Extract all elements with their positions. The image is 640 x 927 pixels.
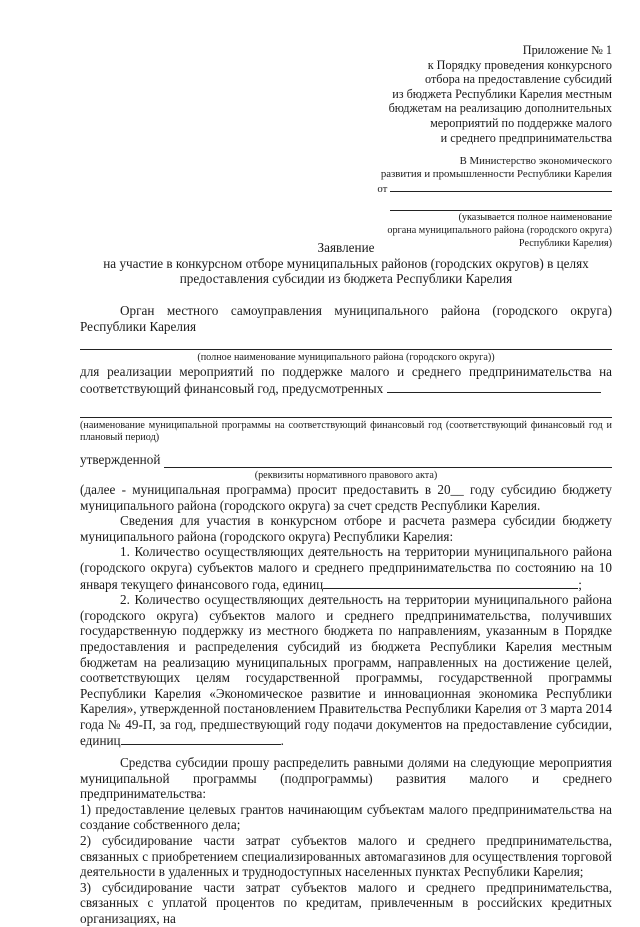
annex-line: Приложение № 1 [522, 43, 612, 57]
from-blank-2 [390, 200, 612, 211]
annex-header [312, 43, 612, 145]
addressee-hint: Республики Карелия) [518, 238, 612, 250]
fill-line [387, 380, 601, 393]
from-blank [390, 181, 612, 192]
addressee-hint: органа муниципального района (городского округа) [387, 224, 612, 236]
title-subtitle: на участие в конкурсном отборе муниципальных районов (городских округов) в целях [103, 255, 589, 271]
approved-line [80, 452, 612, 468]
document-title [80, 240, 612, 287]
paragraph: (далее - муниципальная программа) просит предоставить в 20__ году субсидию бюджету муниципального района (городского округа) за счет средств Республики Карелия. [80, 481, 612, 513]
list-item: 2. Количество осуществляющих деятельность на территории муниципального района (городского округа) субъектов малого и среднего предпринимательства, получивших государственную поддержку из местного бюджета по направлениям, указанным в Порядке предоставления и распределения субсидий из бюджета Республики Карелия местным бюджетам на реализацию муниципальных программ, направленных на достижение целей, соответствующих целям государственной программы, государственной программы Республики Карелия «Экономическое развитие и инновационная экономика Республики Карелия», утвержденной постановлением Правительства Республики Карелия от 3 марта 2014 года № 49-П, за год, предшествующий году подачи документов на предоставление субсидии, единиц . [80, 592, 612, 749]
annex-line: мероприятий по поддержке малого [430, 115, 612, 130]
paragraph: Средства субсидии прошу распределить равными долями на следующие мероприятия муниципальной программы (подпрограммы) развития малого и среднего предпринимательства: [80, 755, 612, 802]
fill-line [80, 334, 612, 350]
annex-line: бюджетам на реализацию дополнительных [388, 101, 612, 116]
annex-line: к Порядку проведения конкурсного [427, 57, 612, 72]
from-line [362, 181, 612, 196]
annex-line: отбора на предоставление субсидий [425, 72, 612, 87]
addressee-line: В Министерство экономического [459, 155, 612, 167]
fill-line [80, 402, 612, 418]
field-caption: (реквизиты нормативного правового акта) [254, 469, 438, 481]
document-body [80, 303, 612, 927]
paragraph [80, 364, 612, 396]
fill-line [164, 455, 612, 468]
title-heading: Заявление [317, 240, 375, 255]
paragraph: Сведения для участия в конкурсном отборе и расчета размера субсидии бюджету муниципального района (городского округа) Республики Карелия: [80, 513, 612, 544]
list-item: 3) субсидирование части затрат субъектов малого и среднего предпринимательства, связанных с уплатой процентов по кредитам, привлеченным в российских кредитных организациях, на [80, 879, 612, 926]
list-item: 2) субсидирование части затрат субъектов малого и среднего предпринимательства, связанных с приобретением специализированных автомагазинов для осуществления торговой деятельности в удаленных и труднодоступных населенных пунктах Республики Карелия; [80, 833, 612, 880]
from-label: от [377, 183, 388, 196]
list-item: 1. Количество осуществляющих деятельность на территории муниципального района (городского округа) субъектов малого и среднего предпринимательства по состоянию на 10 января текущего финансового года, единиц ; [80, 544, 612, 592]
addressee-hint: (указывается полное наименование [458, 211, 612, 223]
addressee-block [362, 155, 612, 250]
title-subtitle: предоставления субсидии из бюджета Республики Карелия [179, 271, 513, 287]
paragraph-text: для реализации мероприятий по поддержке малого и среднего предпринимательства на соответствующий финансовый год, предусмотренных [80, 364, 612, 396]
list-item-text: 1. Количество осуществляющих деятельность на территории муниципального района (городского округа) субъектов малого и среднего предпринимательства по состоянию на 10 января текущего финансового года, единиц [80, 544, 612, 592]
field-caption: (наименование муниципальной программы на соответствующий финансовый год (соответствующий финансовый год и плановый период) [80, 420, 612, 444]
paragraph: Орган местного самоуправления муниципального района (городского округа) Республики Карелия [80, 303, 612, 334]
addressee-line: развития и промышленности Республики Карелия [380, 168, 612, 181]
list-item: 1) предоставление целевых грантов начинающим субъектам малого предпринимательства на создание собственного дела; [80, 801, 612, 833]
approved-label: утвержденной [80, 452, 161, 468]
fill-line [323, 576, 578, 589]
fill-line [121, 732, 281, 745]
annex-line: из бюджета Республики Карелия местным [392, 86, 612, 101]
field-caption: (полное наименование муниципального района (городского округа)) [197, 352, 495, 364]
list-item-text: 2. Количество осуществляющих деятельность на территории муниципального района (городского округа) субъектов малого и среднего предпринимательства, получивших государственную поддержку из местного бюджета по направлениям, указанным в Порядке предоставления и распределения субсидий из бюджета Республики Карелия местным бюджетам на реализацию муниципальных программ, направленных на достижение целей, соответствующих целям государственной программы, государственной программы Республики Карелия «Экономическое развитие и инновационная экономика Республики Карелия», утвержденной постановлением Правительства Республики Карелия от 3 марта 2014 года № 49-П, за год, предшествующий году подачи документов на предоставление субсидии, единиц [80, 592, 612, 749]
annex-line: и среднего предпринимательства [440, 130, 612, 145]
